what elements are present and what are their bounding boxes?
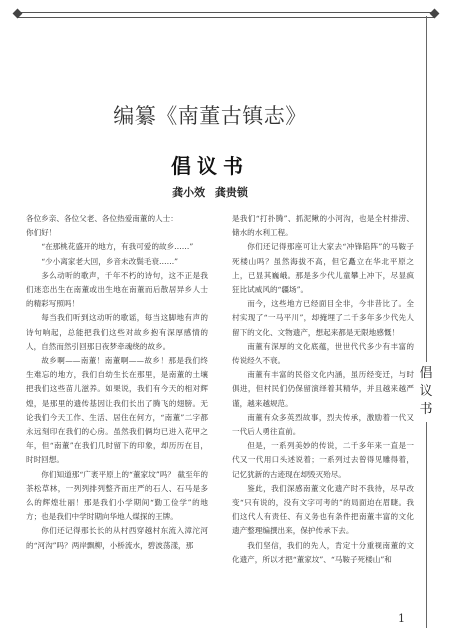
side-tab-char: 倡 <box>419 366 433 381</box>
paragraph: 你们好！ <box>26 228 57 238</box>
paragraph: 是我们“打扑腾”、抓泥鳅的小河沟，也是全村排涝、储水的水利工程。 <box>232 214 414 238</box>
side-tab-char: 议 <box>419 384 433 399</box>
page-number: 1 <box>398 612 405 625</box>
side-section-tab <box>414 362 438 422</box>
paragraph: “在那桃花盛开的地方，有我可爱的故乡……” <box>41 242 194 252</box>
paragraph: 我们坚信，我们的先人，肯定十分重视南董的文化遗产，所以才把“董家坟”、“马鞍子死楼山”和 <box>232 540 414 564</box>
paragraph: 各位乡亲、各位父老、各位热爱南董的人士： <box>26 214 178 223</box>
paragraph: 你们知道那“广袤平原上的“董家坟”吗？ 截至年的茶松草林，一列列排列整齐而庄严的石人、石马是多么的辉煌壮丽！那是我们小学期间“勤工俭学”的地方；也是我们中学时期向华地人煤探的王牌。 <box>26 469 208 522</box>
side-tab-char: 书 <box>419 402 433 417</box>
paragraph: 南董有丰富的民俗文化内涵，虽历经变迁，与时俱进，但村民们仍保留演绎着其精华，并且越来越严谨，越来越规范。 <box>232 370 414 408</box>
paragraph: 但是，一系列美妙的传说，二千多年来一直是一代又一代用口头述说着；一系列过去曾得见雕得着，记忆犹新的古迹现在却毁灭殆尽。 <box>232 441 414 479</box>
paragraph: 鉴此，我们深感南董文化遗产时不我待，尽早改变“只有说的，没有文字可考的”的局面迫在眉睫。我们这代人有责任、有义务也有条件把南董丰富的文化遗产整理编撰出来，保护传承下去。 <box>232 483 414 536</box>
paragraph: 你们还记得那座可让大家去“冲锋陷阵”的马鞍子死楼山吗？虽然海拔不高，但它矗立在华北平原之上，已显其巍峨。那是多少代儿童攀上冲下，尽显疯狂比试威风的“疆场”。 <box>232 242 414 295</box>
top-border <box>18 12 434 18</box>
document-subtitle: 倡议书 <box>171 154 249 178</box>
authors: 龚小效 龚贵锁 <box>172 186 248 199</box>
paragraph: 而今，这些地方已经面目全非，今非昔比了。全村实现了“一马平川”，却掩埋了二千多年多少代先人留下的文化、文物遗产，想起来都是无限地感慨！ <box>232 299 414 337</box>
paragraph: 你们还记得那长长的从村西穿越村东流入漳沱河的“河沟”吗？两岸飘柳，小桥流水，碧波荡漾，那 <box>26 526 208 550</box>
paragraph: 每当我们听到这动听的歌谣，每当这脚地有声的诗句响起，总能把我们这些对故乡抱有深厚感情的人，自然而然引回那日夜梦牵魂绕的故乡。 <box>26 313 208 351</box>
left-column <box>26 212 208 553</box>
side-rule <box>426 16 427 628</box>
paragraph: 南董有众多英烈故事，烈夫传承，激励着一代又一代后人勇往直前。 <box>232 412 414 437</box>
paragraph: 南董有深厚的文化底蕴，世世代代多少有丰富的传说经久不衰。 <box>232 341 414 366</box>
right-column <box>232 212 414 567</box>
paragraph: 故乡啊——南董！南董啊——故乡！那是我们终生难忘的地方，我们自幼生长在那里，是南董的土壤把我们这些苗儿滋养。如果说，我们有今天的相对辉煌，是那里的遗传基因让我们长出了腾飞的翅膀。无论我们今天工作、生活、居住在何方，“南董”二字都永远刻印在我们的心房。虽然我们俩均已进入花甲之年，但“南董”在我们几时留下的印象，却历历在目，时时回想。 <box>26 356 208 465</box>
paragraph: 多么动听的歌声，千年不朽的诗句，这不正是我们迷恋出生在南董或出生地在南董而后散居异乡人士的精彩写照吗！ <box>26 270 208 309</box>
paragraph: “少小离家老大回，乡音未改鬓毛衰……” <box>41 256 179 266</box>
page-title: 编纂《南董古镇志》 <box>113 104 307 128</box>
